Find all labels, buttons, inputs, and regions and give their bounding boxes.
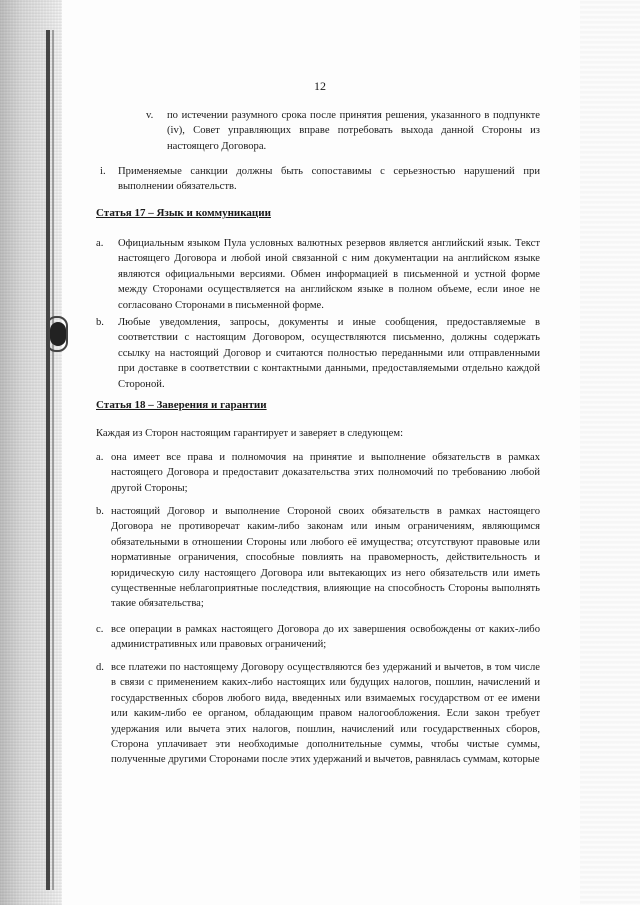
article-18-c-marker: c. (96, 624, 104, 635)
page-number: 12 (314, 79, 326, 93)
article-18-intro: Каждая из Сторон настоящим гарантирует и заверяет в следующем: (96, 428, 404, 439)
article-18-d-text: все платежи по настоящему Договору осуществляются без удержаний и вычетов, в том числе в связи с применением каких-либо настоящих или будущих налогов, пошлин, начислений и государственных сборов любого вида, введенных или взимаемых государством от ее имени или каким-либо ее органом, обладающим правом налогообложения. Если закон требует удержания или вычета этих налогов, пошлин, начислений или государственных сборов, Сторона уплачивает эти необходимые дополнительные суммы, чтобы чистые суммы, полученные другими Сторонами после этих удержаний и вычетов, равнялась суммам, которые (111, 662, 540, 766)
article-17-b-text: Любые уведомления, запросы, документы и иные сообщения, предоставляемые в соответствии с настоящим Договором, осуществляются письменно, должны содержать ссылку на настоящий Договор и считаются полностью переданными или отправленными при доставке в соответствии с контактными данными, предоставляемыми отдельно каждой Стороной. (118, 317, 540, 390)
item-i-marker: i. (100, 166, 106, 177)
article-18-d-marker: d. (96, 662, 104, 673)
article-18-heading: Статья 18 – Заверения и гарантии (96, 399, 267, 411)
punch-hole (50, 322, 66, 346)
article-17-b-marker: b. (96, 317, 104, 328)
article-18-a-marker: a. (96, 452, 104, 463)
binding-line (46, 30, 50, 890)
scan-noise-right (580, 0, 640, 905)
article-17-a-text: Официальным языком Пула условных валютных резервов является английский язык. Текст настоящего Договора и любой иной связанной с ним документации на английском языке являются официальными версиями. Обмен информацией в письменной и устной форме между Сторонами осуществляется на английском языке в полном объеме, если иное не согласовано Сторонами в письменной форме. (118, 238, 540, 311)
article-18-a-text: она имеет все права и полномочия на принятие и выполнение обязательств в рамках настоящего Договора и предоставит доказательства этих полномочий по требованию любой другой Стороны; (111, 452, 540, 494)
item-v-marker: v. (146, 110, 154, 121)
article-18-c-text: все операции в рамках настоящего Договора до их завершения освобождены от каких-либо административных или правовых ограничений; (111, 624, 540, 651)
article-18-b-marker: b. (96, 506, 104, 517)
item-i-text: Применяемые санкции должны быть сопоставимы с серьезностью нарушений при выполнении обязательств. (118, 166, 540, 193)
binding-line-secondary (52, 30, 54, 890)
item-v-text: по истечении разумного срока после принятия решения, указанного в подпункте (iv), Совет управляющих вправе потребовать выхода данной Стороны из настоящего Договора. (167, 110, 540, 152)
article-17-heading: Статья 17 – Язык и коммуникации (96, 207, 271, 219)
article-18-b-text: настоящий Договор и выполнение Стороной своих обязательств в рамках настоящего Договора не противоречат каким-либо законам или иным ограничениям, являющимся обязательными в отношении Стороны или любого её имущества; отсутствуют правовые или нормативные ограничения, способные повлиять на правомерность, действительность и юридическую силу настоящего Договора или вытекающих из него обязательств или иметь существенные неблагоприятные последствия, влияющие на способность Стороны выполнять такие обязательства; (111, 506, 540, 610)
article-17-a-marker: a. (96, 238, 104, 249)
